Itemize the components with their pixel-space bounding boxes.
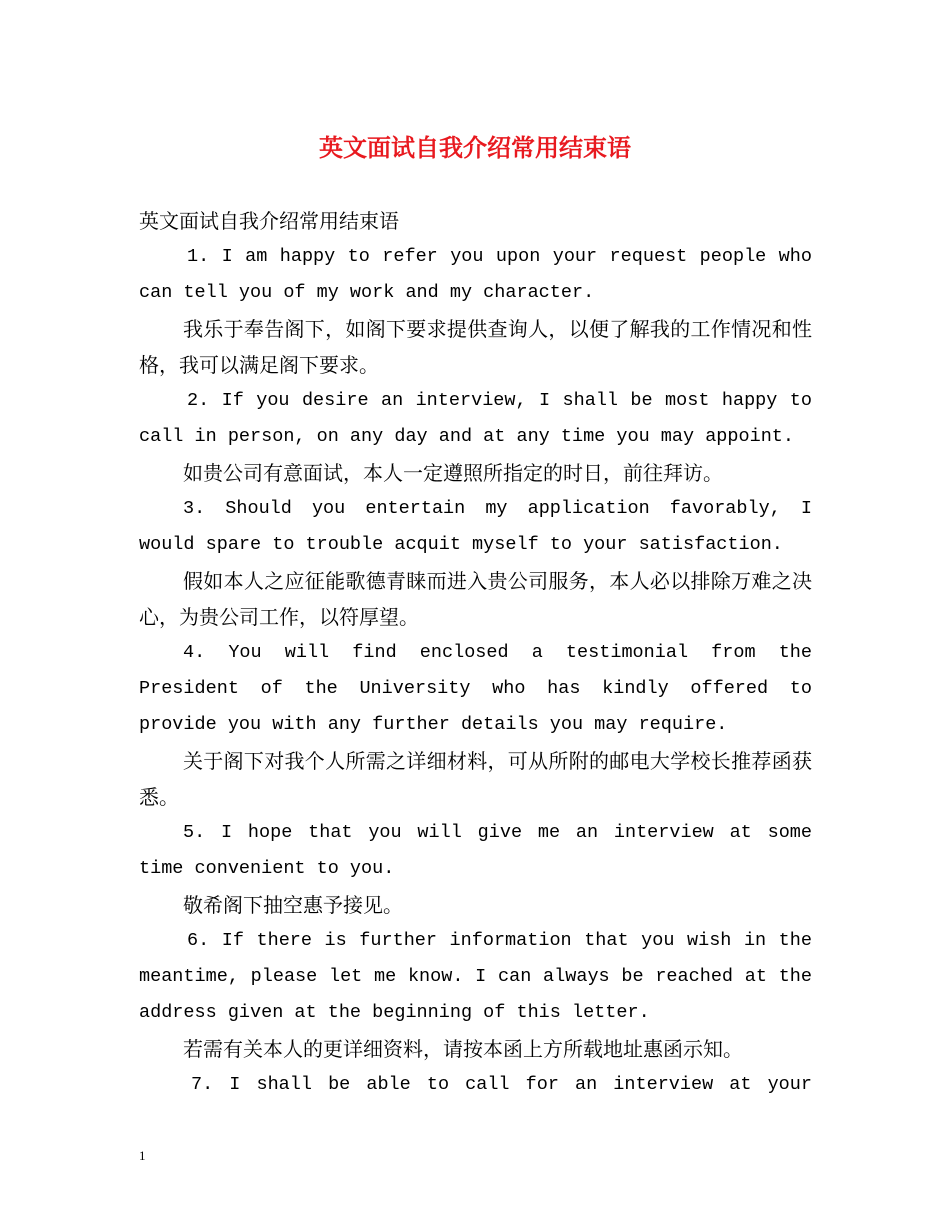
item-4-english-text: 4. You will find enclosed a testimonial from the President of the University who has kindly offered to provide you with any further details you may require.	[139, 642, 812, 735]
item-4-chinese: 关于阁下对我个人所需之详细材料，可从所附的邮电大学校长推荐函获悉。	[139, 749, 812, 809]
item-5-english-text: 5. I hope that you will give me an interview at some time convenient to you.	[139, 822, 812, 879]
item-5-chinese: 敬希阁下抽空惠予接见。	[183, 893, 403, 917]
item-7-english-text: 7. I shall be able to call for an interview at your	[191, 1074, 812, 1095]
item-6-chinese: 若需有关本人的更详细资料，请按本函上方所载地址惠函示知。	[183, 1037, 743, 1061]
item-2-english	[139, 383, 812, 455]
item-7-english	[139, 1067, 812, 1103]
document-subtitle: 英文面试自我介绍常用结束语	[139, 209, 399, 233]
item-6-english-text: 6. If there is further information that you wish in the meantime, please let me know. I can always be reached at the address given at the beginning of this letter.	[139, 930, 812, 1023]
item-1-english	[139, 239, 812, 311]
item-2-english-text: 2. If you desire an interview, I shall be most happy to call in person, on any day and at any time you may appoint.	[139, 390, 812, 447]
item-5-english	[139, 815, 812, 887]
document-body	[139, 203, 812, 1103]
item-1-english-text: 1. I am happy to refer you upon your request people who can tell you of my work and my character.	[139, 246, 812, 303]
document-title: 英文面试自我介绍常用结束语	[319, 133, 631, 162]
item-1-chinese: 我乐于奉告阁下，如阁下要求提供查询人，以便了解我的工作情况和性格，我可以满足阁下要求。	[139, 317, 812, 377]
item-3-english	[139, 491, 812, 563]
item-3-chinese: 假如本人之应征能歌德青睐而进入贵公司服务，本人必以排除万难之决心，为贵公司工作，以符厚望。	[139, 569, 812, 629]
item-4-english	[139, 635, 812, 743]
page-number: 1	[139, 1148, 146, 1163]
item-2-chinese: 如贵公司有意面试，本人一定遵照所指定的时日，前往拜访。	[183, 461, 723, 485]
item-6-english	[139, 923, 812, 1031]
item-3-english-text: 3. Should you entertain my application favorably, I would spare to trouble acquit myself to your satisfaction.	[139, 498, 812, 555]
